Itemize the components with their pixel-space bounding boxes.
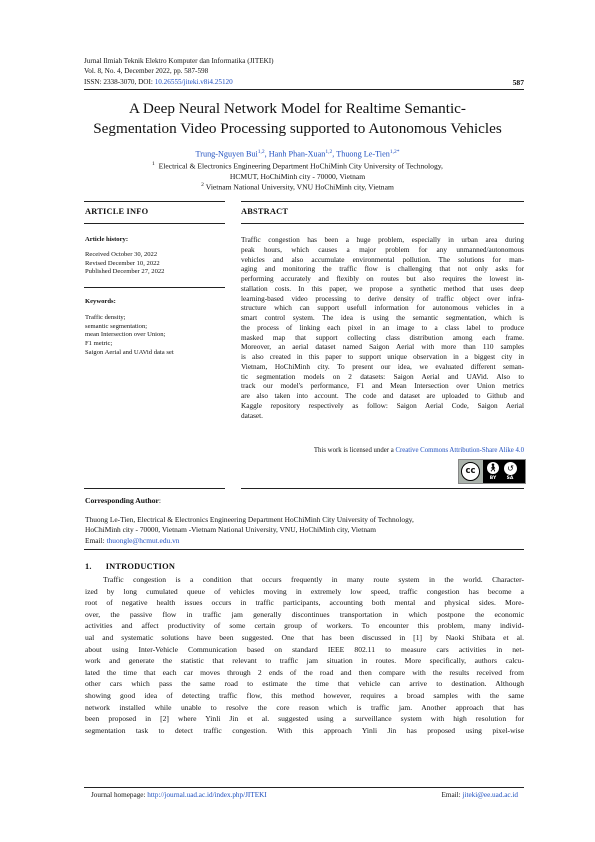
abstract-line: dataset. [241, 411, 263, 420]
abstract-line: Kaggle repository respectively as follow: Saigon Aerial Code, Saigon Aerial [241, 401, 524, 410]
section-heading-introduction [85, 562, 175, 571]
abstract-line: masked map that support collecting class distribution among each frame. [241, 333, 524, 342]
abstract-line: Traffic congestion has been a huge problem, especially in urban area during [241, 236, 524, 244]
history-revised: Revised December 10, 2022 [85, 259, 160, 267]
introduction-line: ized by long cumulated queue of vehicles moving in extremely low speed, traffic congestion has become a [85, 586, 524, 596]
keyword: mean Intersection over Union; [85, 331, 166, 339]
doi-link[interactable]: 10.26555/jiteki.v8i4.25120 [154, 78, 233, 86]
corresponding-line-1: Thuong Le-Tien, Electrical & Electronics Engineering Department HoChiMinh City University of Technology, [85, 515, 414, 524]
journal-email [380, 791, 518, 799]
title-line-2: Segmentation Video Processing supported to Autonomous Vehicles [93, 120, 502, 137]
history-published: Published December 27, 2022 [85, 268, 165, 276]
sa-label: SA [506, 476, 514, 481]
affiliation-1-marker: 1 [152, 161, 155, 167]
article-info-heading: ARTICLE INFO [85, 207, 149, 216]
abstract-line: are also taken into account. The code and dataset are uploaded to Github and [241, 392, 524, 400]
keywords-label: Keywords: [85, 298, 116, 305]
introduction-line: about using Inter-Vehicle Communication based on standard IEEE 802.11 to measure cars activities in net- [85, 644, 524, 654]
abstract-line: the process of linking each pixel in an image to a class label to produce [241, 323, 524, 332]
author-affiliation-marker: 1,2 [257, 149, 265, 155]
introduction-line: Traffic congestion is a condition that occurs frequently in many route system in the world. Character- [103, 575, 524, 584]
author-affiliation-marker: 1,2 [325, 149, 333, 155]
introduction-line: other cars which pass the same road to estimate the time that vehicle can arrive to destination. Although [85, 679, 524, 689]
author-name[interactable]: Trung-Nguyen Bui [195, 149, 258, 159]
abstract-line: is also created in this paper to support unique observation in a biggest city in [241, 353, 524, 361]
abstract-line: Vietnam, HoChiMinh city. To present our idea, we evaluated different seman- [241, 362, 524, 371]
abstract-heading: ABSTRACT [241, 207, 289, 216]
abstract-line: performing accurately and flexibly on routes but also requires the lowest in- [241, 275, 524, 283]
issn-doi-line [84, 78, 233, 88]
introduction-line: showing good idea of detecting traffic flow, this method however, requires a broad samples with the same [85, 690, 524, 700]
keywords-list [85, 314, 174, 358]
affiliation-2-marker: 2 [201, 182, 204, 188]
section-number: 1. [85, 562, 92, 571]
abstract-line: track our model's performance, F1 and Mean Intersection over Union metrics [241, 382, 524, 391]
introduction-line: lated the time that each car moves through 2 ends of the road and then compare with the results received from [85, 667, 524, 677]
paper-title [60, 99, 535, 139]
article-info-mid-rule [84, 223, 225, 224]
history-keywords-rule [84, 287, 225, 288]
keyword: Traffic density; [85, 314, 126, 321]
issn-text: ISSN: 2338-3070, DOI: [84, 78, 155, 86]
introduction-line: over, the passive flow in traffic jam generally discontinues transportation in which postpone the economic [85, 609, 524, 619]
share-alike-icon: ↺ [504, 462, 517, 475]
abstract-line: stallation costs. In this paper, we propose a synthetic method that uses deep [241, 284, 524, 293]
corresponding-line-2: HoChiMinh city - 70000, Vietnam -Vietnam National University, VNU, HoChiMinh city, Vietnam [85, 525, 377, 535]
article-history [85, 251, 164, 277]
cc-by-sa-badge[interactable] [458, 459, 526, 484]
corresponding-bottom-rule [84, 549, 524, 550]
corresponding-email-label: Email: [85, 535, 107, 545]
author-affiliation-marker: 1,2* [389, 149, 400, 155]
article-info-top-rule [84, 201, 225, 202]
history-received: Received October 30, 2022 [85, 251, 158, 258]
journal-homepage [91, 791, 267, 799]
author-name[interactable]: Hanh Phan-Xuan [268, 149, 326, 159]
by-label: BY [489, 476, 497, 481]
homepage-label: Journal homepage: [91, 791, 148, 799]
abstract-line: peak hours, which causes a major problem for any unmanned/autonomous [241, 245, 524, 254]
introduction-line: root of negative health issues occurs in traffic participants, accounting both mental and physical sides. More- [85, 598, 524, 608]
abstract-body [241, 236, 524, 421]
author-name[interactable]: Thuong Le-Tien [336, 149, 390, 159]
keyword: F1 metric; [85, 340, 113, 348]
homepage-link[interactable]: http://journal.uad.ac.id/index.php/JITEKI [147, 791, 267, 799]
affiliation-1-line-1: Electrical & Electronics Engineering Department HoChiMinh City University of Technology, [158, 161, 443, 171]
affiliation-2 [90, 180, 505, 193]
introduction-line: work and generate the statistic that relevant to traffic jam situation in routes. More specifically, authors calcu- [85, 656, 524, 666]
abstract-bottom-rule [241, 488, 524, 489]
keyword: Saigon Aerial and UAVid data set [85, 348, 174, 356]
introduction-line: segmentation task to detect traffic congestion. With this approach Yinli Jin has proposed using pixel-wise [85, 725, 524, 735]
abstract-line: Moreover, an aerial dataset named Saigon Aerial with more than 110 samples [241, 343, 524, 352]
abstract-line: vehicles and also accumulate environmental pollution. The solutions for man- [241, 255, 524, 264]
corresponding-author-label: Corresponding Author [85, 496, 159, 505]
footer-email-link[interactable]: jiteki@ee.uad.ac.id [462, 791, 518, 799]
introduction-line: ual and systematic solutions have been suggested. One that has been discussed in [1] by Naoki Shibata et al. [85, 632, 524, 642]
abstract-line: tic segmentation models on 2 datasets: Saigon Aerial and UAVid. Also to [241, 372, 524, 381]
corresponding-author-heading: Corresponding Author: [85, 496, 162, 505]
affiliation-1 [90, 159, 505, 182]
abstract-line: aging and monitoring the traffic flow is challenging that not only asks for [241, 265, 524, 274]
introduction-line: activities and affect productivity of some certain group of workers. To encounter this problem, many individ- [85, 621, 524, 631]
volume-info: Vol. 8, No. 4, December 2022, pp. 587-598 [84, 67, 209, 75]
header-rule [84, 89, 524, 90]
affiliation-2-line-1: Vietnam National University, VNU HoChiMinh city, Vietnam [205, 182, 394, 192]
keyword: semantic segmentation; [85, 322, 148, 330]
page-number: 587 [512, 78, 524, 87]
license-line [241, 447, 524, 454]
article-info-bottom-rule [84, 488, 225, 489]
author-separator: , [332, 149, 337, 159]
title-line-1: A Deep Neural Network Model for Realtime Semantic- [129, 100, 466, 117]
corresponding-author-details [85, 515, 525, 546]
article-history-label: Article history: [85, 236, 129, 243]
abstract-mid-rule [241, 223, 524, 224]
abstract-top-rule [241, 201, 524, 202]
introduction-line: network installed while unable to resolve the core reason which is traffic jam. Another approach that has [85, 702, 524, 712]
license-prefix: This work is licensed under a [313, 447, 396, 454]
journal-name: Jurnal Ilmiah Teknik Elektro Komputer dan Informatika (JITEKI) [84, 57, 274, 65]
abstract-line: learning-based video processing to derive density of traffic object over infra- [241, 294, 524, 303]
footer-email-label: Email: [441, 791, 463, 799]
author-list [60, 149, 535, 159]
footer-rule [84, 787, 524, 788]
affiliation-1-line-2: HCMUT, HoChiMinh city - 70000, Vietnam [229, 171, 366, 181]
introduction-line: been proposed in [2] where Yinli Jin et al. suggested using a surveillance system with high resolution for [85, 714, 524, 724]
person-icon: 🚶︎ [487, 463, 499, 472]
corresponding-email-link[interactable]: thuongle@hcmut.edu.vn [106, 535, 180, 545]
cc-icon: cc [461, 462, 480, 481]
abstract-line: structure which can support usefull information for autonomous vehicles in a [241, 304, 524, 313]
author-separator: , [264, 149, 269, 159]
license-link[interactable]: Creative Commons Attribution-Share Alike 4.0 [395, 447, 524, 454]
introduction-paragraph [85, 574, 524, 736]
abstract-line: smart control system. The idea is using the semantic segmentation, which is [241, 314, 524, 322]
section-title: INTRODUCTION [105, 562, 176, 571]
